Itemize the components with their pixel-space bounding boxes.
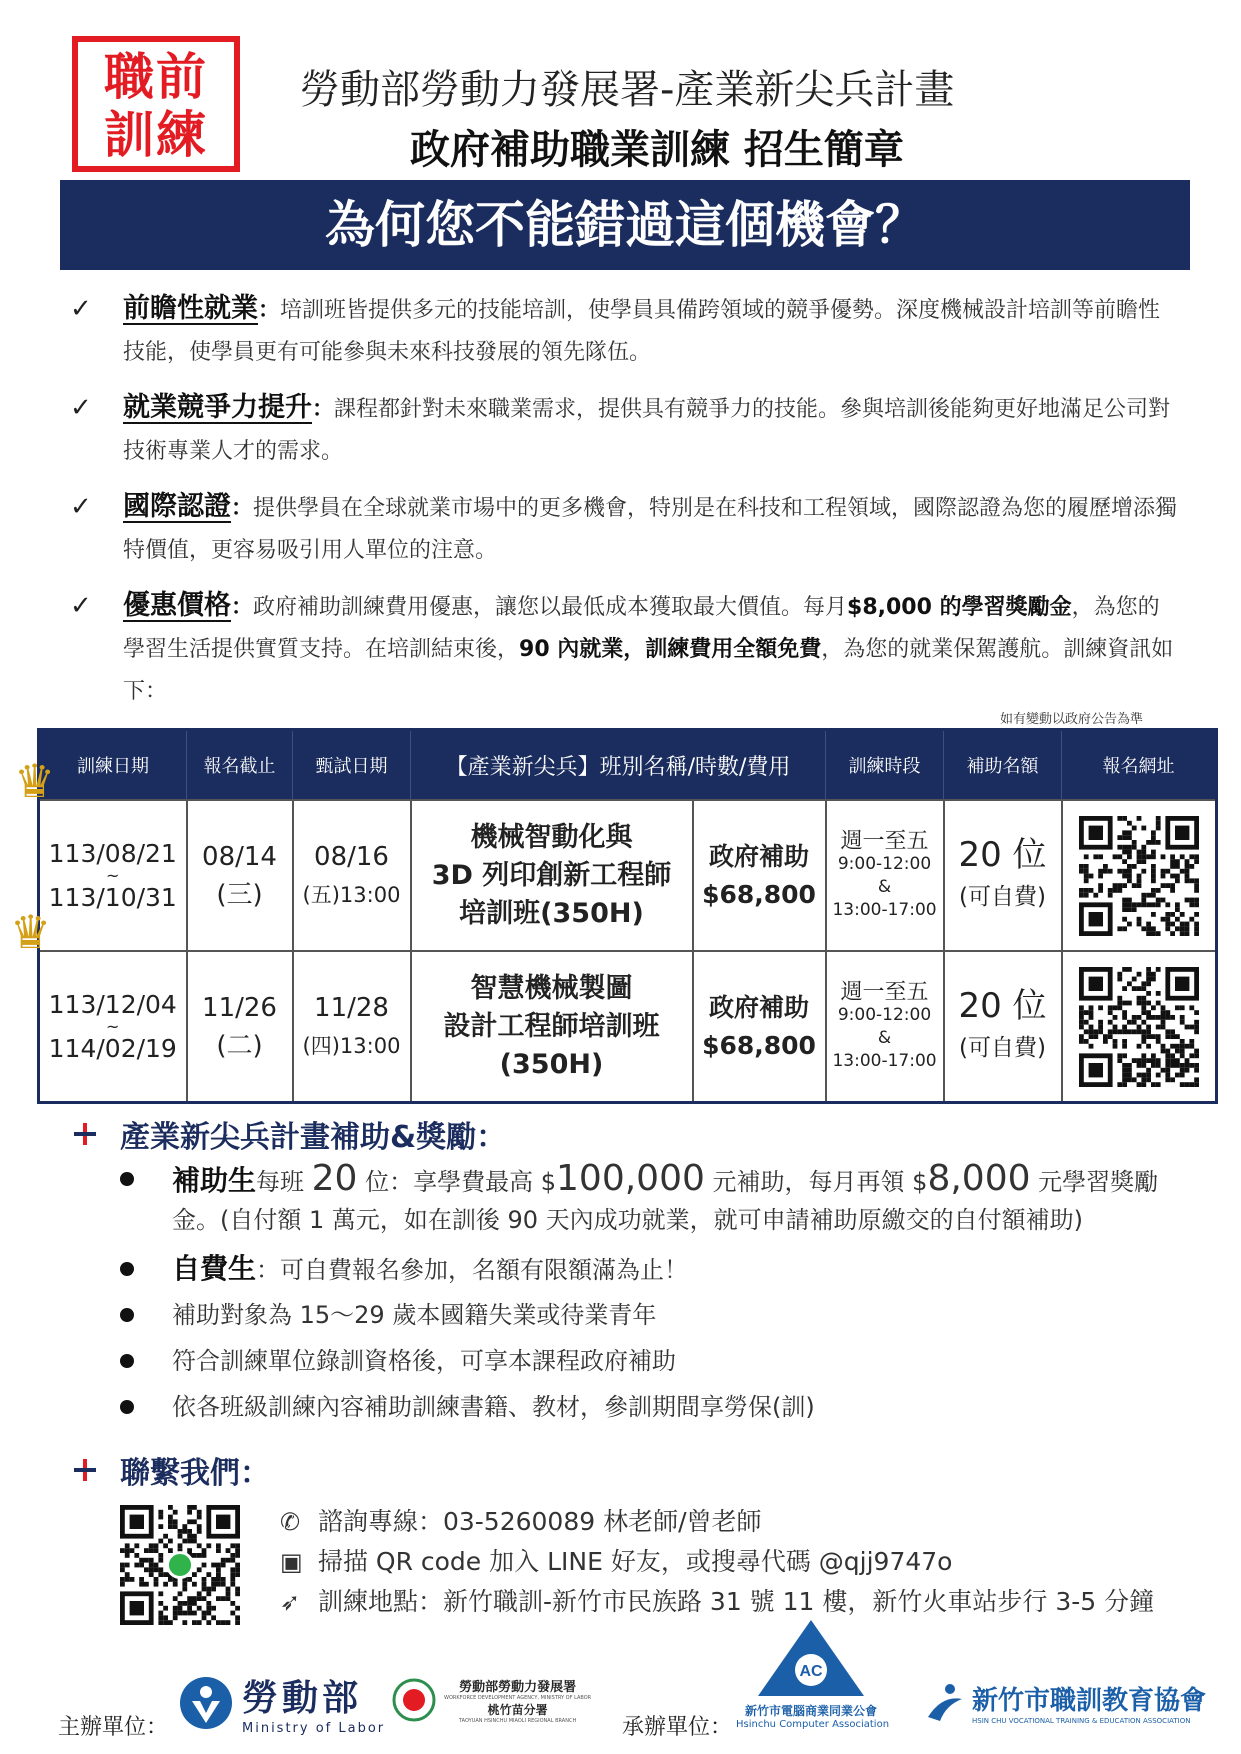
subsidy-item-5: [120, 1388, 1190, 1426]
benefit-text: 提供學員在全球就業市場中的更多機會，特別是在科技和工程領域，國際認證為您的履歷增添獨特價值，更容易吸引用人單位的注意。: [123, 496, 1178, 563]
exam-date-value: 08/16: [314, 841, 389, 872]
date-separator: ~: [106, 1016, 120, 1036]
headline-banner: 為何您不能錯過這個機會？: [60, 180, 1190, 270]
organizer-label: 主辦單位：: [58, 1715, 169, 1740]
table-header-row: [39, 730, 1217, 801]
check-icon: ✓: [70, 591, 92, 621]
exam-date: [293, 800, 411, 951]
contact-line: [280, 1542, 952, 1578]
line-qr-code[interactable]: [120, 1505, 240, 1625]
deadline: [187, 951, 293, 1103]
fee-label: 政府補助: [709, 992, 810, 1022]
training-time: [826, 800, 944, 951]
start-date: 113/08/21: [48, 838, 177, 868]
check-icon: ✓: [70, 492, 92, 522]
subsidy-number: 20: [311, 1158, 358, 1199]
benefit-heading: 國際認證: [123, 491, 231, 522]
subsidy-text: 每班: [256, 1168, 305, 1196]
col-course: 【產業新尖兵】班別名稱/時數/費用: [411, 730, 826, 801]
address-text: 訓練地點：新竹職訓-新竹市民族路 31 號 11 樓，新竹火車站步行 3-5 分鐘: [317, 1587, 1155, 1616]
hvta-figure-icon: [922, 1681, 966, 1725]
benefit-heading: 前瞻性就業: [123, 293, 258, 324]
page-title: 勞動部勞動力發展署-產業新尖兵計畫: [300, 67, 955, 113]
benefit-text: ，為您的就業保駕護航。訓練資訊如下：: [123, 637, 1174, 704]
benefit-colon: ：: [258, 298, 281, 323]
stamp-line2: 訓練: [104, 106, 208, 164]
contact-address: [280, 1582, 1154, 1618]
course-name: [411, 800, 693, 951]
time-morning: 9:00-12:00: [837, 853, 932, 874]
end-date: 113/10/31: [48, 882, 177, 912]
course-fee: [693, 951, 826, 1103]
time-afternoon: 13:00-17:00: [832, 899, 937, 920]
exam-time: (四)13:00: [302, 1033, 401, 1058]
subsidy-item-4: [120, 1342, 1190, 1380]
benefit-text: 培訓班皆提供多元的技能培訓，使學員具備跨領域的競爭優勢。深度機械設計培訓等前瞻性技能，使學員更有可能參與未來科技發展的領先隊伍。: [123, 298, 1161, 365]
subsidy-text: 元補助，每月再領 $: [712, 1168, 928, 1196]
check-icon: ✓: [70, 393, 92, 423]
col-deadline: 報名截止: [187, 730, 293, 801]
crown-icon: ♛: [10, 905, 52, 959]
contact-phone: [280, 1502, 762, 1538]
signup-qr-code[interactable]: [1079, 967, 1199, 1087]
fee-label: 政府補助: [709, 841, 810, 871]
col-time: 訓練時段: [826, 730, 944, 801]
deadline-weekday: (三): [216, 879, 263, 910]
bullet-dot: [120, 1172, 134, 1186]
course-table: [10, 728, 1218, 1104]
contact-title: 聯繫我們：: [120, 1456, 270, 1491]
course-name: [411, 951, 693, 1103]
quota: [944, 800, 1062, 951]
star-marker-icon: [72, 1457, 98, 1483]
training-time: [826, 951, 944, 1103]
subsidy-text: 依各班級訓練內容補助訓練書籍、教材，參訓期間享勞保(訓): [172, 1393, 815, 1421]
subsidy-text: 元學習獎勵金。(自付額 1 萬元，如在訓後 90 天內成功就業，就可申請補助原繳交的自付額補助): [172, 1168, 1159, 1234]
end-date: 114/02/19: [48, 1033, 177, 1063]
hca-english: Hsinchu Computer Association: [736, 1719, 890, 1730]
wda-emblem-icon: [392, 1678, 436, 1722]
laptop-icon: ▣: [280, 1548, 303, 1576]
quota-note: (可自費): [959, 883, 1046, 910]
quota-note: (可自費): [959, 1034, 1046, 1061]
benefit-text: ，為您的學習生活提供實質支持。在培訓結束後，: [123, 595, 1160, 662]
benefit-text: 課程都針對未來職業需求，提供具有競爭力的技能。參與培訓後能夠更好地滿足公司對技術專業人才的需求。: [123, 397, 1171, 464]
subsidy-number: 100,000: [556, 1158, 705, 1199]
course-name-line: 3D 列印創新工程師: [431, 859, 672, 891]
course-name-line: 培訓班(350H): [459, 897, 644, 929]
hvta-english: HSIN CHU VOCATIONAL TRAINING & EDUCATION ASSOCIATION: [972, 1717, 1191, 1725]
deadline-date: 11/26: [202, 992, 277, 1023]
fee-amount: $68,800: [702, 879, 816, 909]
change-notice: 如有變動以政府公告為準: [1000, 712, 1144, 727]
subsidy-title: 產業新尖兵計畫補助&獎勵：: [120, 1120, 507, 1155]
table-row: [39, 951, 1217, 1103]
benefit-colon: ：: [231, 595, 254, 620]
wda-english: WORKFORCE DEVELOPMENT AGENCY, MINISTRY OF LABOR: [444, 1695, 592, 1701]
time-days: 週一至五: [840, 828, 929, 854]
date-separator: ~: [106, 865, 120, 885]
bullet-dot: [120, 1308, 134, 1322]
deadline-weekday: (二): [216, 1030, 263, 1061]
bullet-dot: [120, 1354, 134, 1368]
signup-qr-cell[interactable]: [1062, 800, 1217, 951]
subsidy-text: 符合訓練單位錄訓資格後，可享本課程政府補助: [172, 1347, 676, 1375]
rocket-icon: ➶: [280, 1588, 301, 1616]
table-row: [39, 800, 1217, 951]
time-afternoon: 13:00-17:00: [832, 1050, 937, 1071]
course-fee: [693, 800, 826, 951]
phone-icon: ✆: [280, 1508, 301, 1536]
hca-name: 新竹市電腦商業同業公會: [744, 1704, 877, 1718]
col-training-dates: 訓練日期: [39, 730, 187, 801]
check-icon: ✓: [70, 294, 92, 324]
mol-english: Ministry of Labor: [242, 1721, 386, 1736]
hca-logo: [736, 1618, 890, 1730]
signup-qr-code[interactable]: [1079, 816, 1199, 936]
line-text: 掃描 QR code 加入 LINE 好友，或搜尋代碼 @qjj9747o: [317, 1547, 953, 1576]
benefit-heading: 就業競爭力提升: [123, 392, 312, 423]
subsidy-strong: 自費生: [172, 1252, 257, 1285]
wda-name: 勞動部勞動力發展署: [459, 1680, 577, 1695]
benefit-heading: 優惠價格: [123, 590, 231, 621]
hvta-name: 新竹市職訓教育協會: [972, 1686, 1207, 1716]
subsidy-text: ：可自費報名參加，名額有限額滿為止！: [256, 1256, 689, 1284]
course-name-line: (350H): [499, 1048, 604, 1080]
col-quota: 補助名額: [944, 730, 1062, 801]
training-dates: [10, 905, 187, 1103]
time-and: &: [877, 876, 892, 897]
bullet-dot: [120, 1400, 134, 1414]
subsidy-section-header: [72, 1112, 506, 1156]
subsidy-text: 位：享學費最高 $: [365, 1168, 557, 1196]
time-and: &: [877, 1027, 892, 1048]
stamp-line1: 職前: [104, 48, 208, 106]
subsidy-item-2: [120, 1250, 1190, 1289]
quota: [944, 951, 1062, 1103]
crown-icon: ♛: [14, 754, 56, 808]
benefit-colon: ：: [231, 496, 254, 521]
hca-triangle-icon: [756, 1618, 866, 1698]
contact-section-header: [72, 1448, 270, 1492]
deadline: [187, 800, 293, 951]
time-days: 週一至五: [840, 979, 929, 1005]
course-name-line: 機械智動化與: [470, 821, 633, 853]
subsidy-text: 補助對象為 15～29 歲本國籍失業或待業青年: [172, 1301, 657, 1329]
benefit-text: 政府補助訓練費用優惠，讓您以最低成本獲取最大價值。每月: [253, 595, 848, 620]
subsidy-number: 8,000: [927, 1158, 1031, 1199]
quota-count: 20 位: [958, 985, 1047, 1026]
signup-qr-cell[interactable]: [1062, 951, 1217, 1103]
wda-branch-english: TAOYUAN HSINCHU MIAOLI REGIONAL BRANCH: [458, 1718, 577, 1724]
deadline-date: 08/14: [202, 841, 277, 872]
mol-emblem-icon: [178, 1675, 234, 1731]
svg-text:AC: AC: [799, 1663, 823, 1680]
col-signup-url: 報名網址: [1062, 730, 1217, 801]
benefit-bold: 90 內就業，訓練費用全額免費: [519, 637, 822, 662]
col-exam-date: 甄試日期: [293, 730, 411, 801]
benefit-bold: $8,000 的學習獎勵金: [847, 595, 1072, 620]
wda-branch: 桃竹苗分署: [487, 1703, 548, 1717]
mol-logo: [178, 1670, 385, 1736]
fee-amount: $68,800: [702, 1030, 816, 1060]
subsidy-item-1: [120, 1160, 1190, 1239]
job-training-stamp: [72, 36, 240, 172]
exam-date: [293, 951, 411, 1103]
quota-count: 20 位: [958, 834, 1047, 875]
course-name-line: 設計工程師培訓班: [443, 1010, 660, 1042]
subsidy-strong: 補助生: [172, 1164, 257, 1197]
subsidy-item-3: [120, 1296, 1190, 1334]
benefit-item-4: [70, 585, 1180, 713]
benefit-item-2: [70, 387, 1180, 473]
contractor-label: 承辦單位：: [622, 1715, 733, 1740]
benefit-item-3: [70, 486, 1180, 572]
start-date: 113/12/04: [48, 989, 177, 1019]
hvta-logo: [922, 1680, 1206, 1725]
benefit-colon: ：: [312, 397, 335, 422]
exam-date-value: 11/28: [314, 992, 389, 1023]
benefit-item-1: [70, 288, 1180, 374]
time-morning: 9:00-12:00: [837, 1004, 932, 1025]
course-name-line: 智慧機械製圖: [470, 972, 633, 1004]
wda-logo: [392, 1676, 591, 1724]
mol-name: 勞動部: [242, 1678, 363, 1719]
page-subtitle: 政府補助職業訓練 招生簡章: [410, 127, 904, 173]
phone-text: 諮詢專線：03-5260089 林老師/曾老師: [317, 1507, 762, 1536]
star-marker-icon: [72, 1121, 98, 1147]
exam-time: (五)13:00: [302, 882, 401, 907]
bullet-dot: [120, 1262, 134, 1276]
